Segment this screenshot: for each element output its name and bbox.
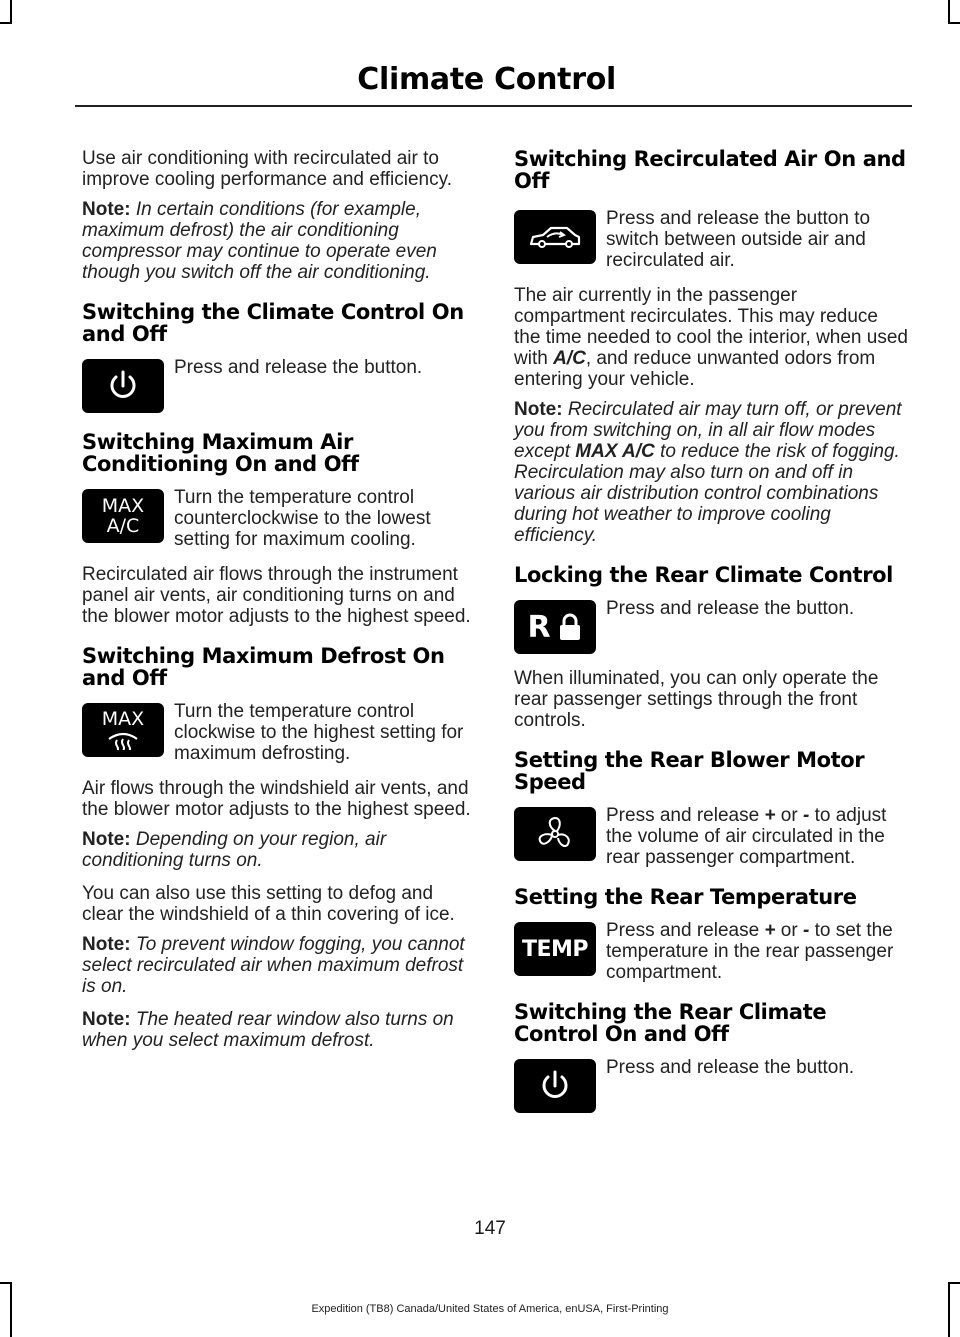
crop-mark [0, 1282, 12, 1284]
heading-climate-on-off: Switching the Climate Control On and Off [82, 300, 464, 346]
max-ac-icon: MAX A/C [82, 489, 164, 543]
heading-max-ac: Switching Maximum Air Conditioning On and Off [82, 430, 359, 476]
recirc-instruction: Press and release the button to switch between outside air and recirculated air. [606, 208, 871, 271]
heading-lock-rear: Locking the Rear Climate Control [514, 563, 893, 587]
heading-rear-on-off: Switching the Rear Climate Control On and Off [514, 1000, 827, 1046]
fan-icon [514, 807, 596, 861]
rear-temp-item [514, 920, 909, 983]
intro-paragraph: Use air conditioning with recirculated air to improve cooling performance and efficiency. [82, 148, 452, 190]
max-defrost-paragraph: Air flows through the windshield air vents, and the blower motor adjusts to the highest speed. [82, 778, 471, 820]
rear-lock-paragraph: When illuminated, you can only operate the rear passenger settings through the front controls. [514, 668, 879, 731]
note-heated-rear-window: Note: The heated rear window also turns on when you select maximum defrost. [82, 1009, 454, 1051]
max-defrost-item [82, 701, 475, 764]
heading-recirculated-air: Switching Recirculated Air On and Off [514, 147, 906, 193]
rear-blower-item [514, 805, 909, 868]
header-rule [75, 105, 912, 107]
rear-lock-instruction: Press and release the button. [606, 598, 855, 619]
defog-paragraph: You can also use this setting to defog and clear the windshield of a thin covering of ice. [82, 883, 455, 925]
max-defrost-icon: MAX [82, 703, 164, 757]
right-column [514, 148, 909, 1127]
rear-lock-item [514, 598, 909, 654]
heading-max-defrost: Switching Maximum Defrost On and Off [82, 644, 445, 690]
power-button-icon [82, 359, 164, 413]
crop-mark [948, 1282, 960, 1284]
rear-power-item [514, 1057, 909, 1113]
max-defrost-instruction: Turn the temperature control clockwise to the highest setting for maximum defrosting. [174, 701, 464, 764]
footer-text: Expedition (TB8) Canada/United States of America, enUSA, First-Printing [311, 1303, 669, 1315]
power-instruction: Press and release the button. [174, 357, 423, 378]
note-recirculation: Note: Recirculated air may turn off, or prevent you from switching on, in all air flow modes except MAX A/C to reduce the risk of fogging. Recirculation may also turn on and off in various air distribution control combinations during hot weather to improve cooling efficiency. [514, 399, 902, 546]
rear-blower-instruction: Press and release + or - to adjust the volume of air circulated in the rear passenger compartment. [606, 805, 887, 868]
max-ac-item [82, 487, 475, 550]
heading-rear-temperature: Setting the Rear Temperature [514, 885, 857, 909]
power-item [82, 357, 475, 413]
max-ac-paragraph: Recirculated air flows through the instrument panel air vents, air conditioning turns on and the blower motor adjusts to the highest speed. [82, 564, 471, 627]
page-title: Climate Control [357, 62, 616, 97]
heading-rear-blower: Setting the Rear Blower Motor Speed [514, 748, 865, 794]
rear-power-button-icon [514, 1059, 596, 1113]
crop-mark [948, 22, 960, 24]
note-region: Note: Depending on your region, air conditioning turns on. [82, 829, 387, 871]
crop-mark [0, 22, 12, 24]
rear-lock-icon: R [514, 600, 596, 654]
left-column [82, 148, 475, 1063]
max-ac-instruction: Turn the temperature control counterclockwise to the lowest setting for maximum cooling. [174, 487, 431, 550]
page-number: 147 [474, 1218, 506, 1239]
rear-temp-instruction: Press and release + or - to set the temperature in the rear passenger compartment. [606, 920, 894, 983]
crop-mark [948, 0, 950, 24]
recirculate-car-icon [514, 210, 596, 264]
recirc-item [514, 208, 909, 271]
rear-power-instruction: Press and release the button. [606, 1057, 855, 1078]
note-compressor: Note: In certain conditions (for example, maximum defrost) the air conditioning compressor may continue to operate even though you switch off the air conditioning. [82, 199, 437, 283]
temp-icon: TEMP [514, 922, 596, 976]
note-window-fogging: Note: To prevent window fogging, you cannot select recirculated air when maximum defrost is on. [82, 934, 465, 997]
recirc-paragraph: The air currently in the passenger compartment recirculates. This may reduce the time needed to cool the interior, when used with A/C, and reduce unwanted odors from entering your vehicle. [514, 285, 908, 390]
crop-mark [10, 0, 12, 24]
